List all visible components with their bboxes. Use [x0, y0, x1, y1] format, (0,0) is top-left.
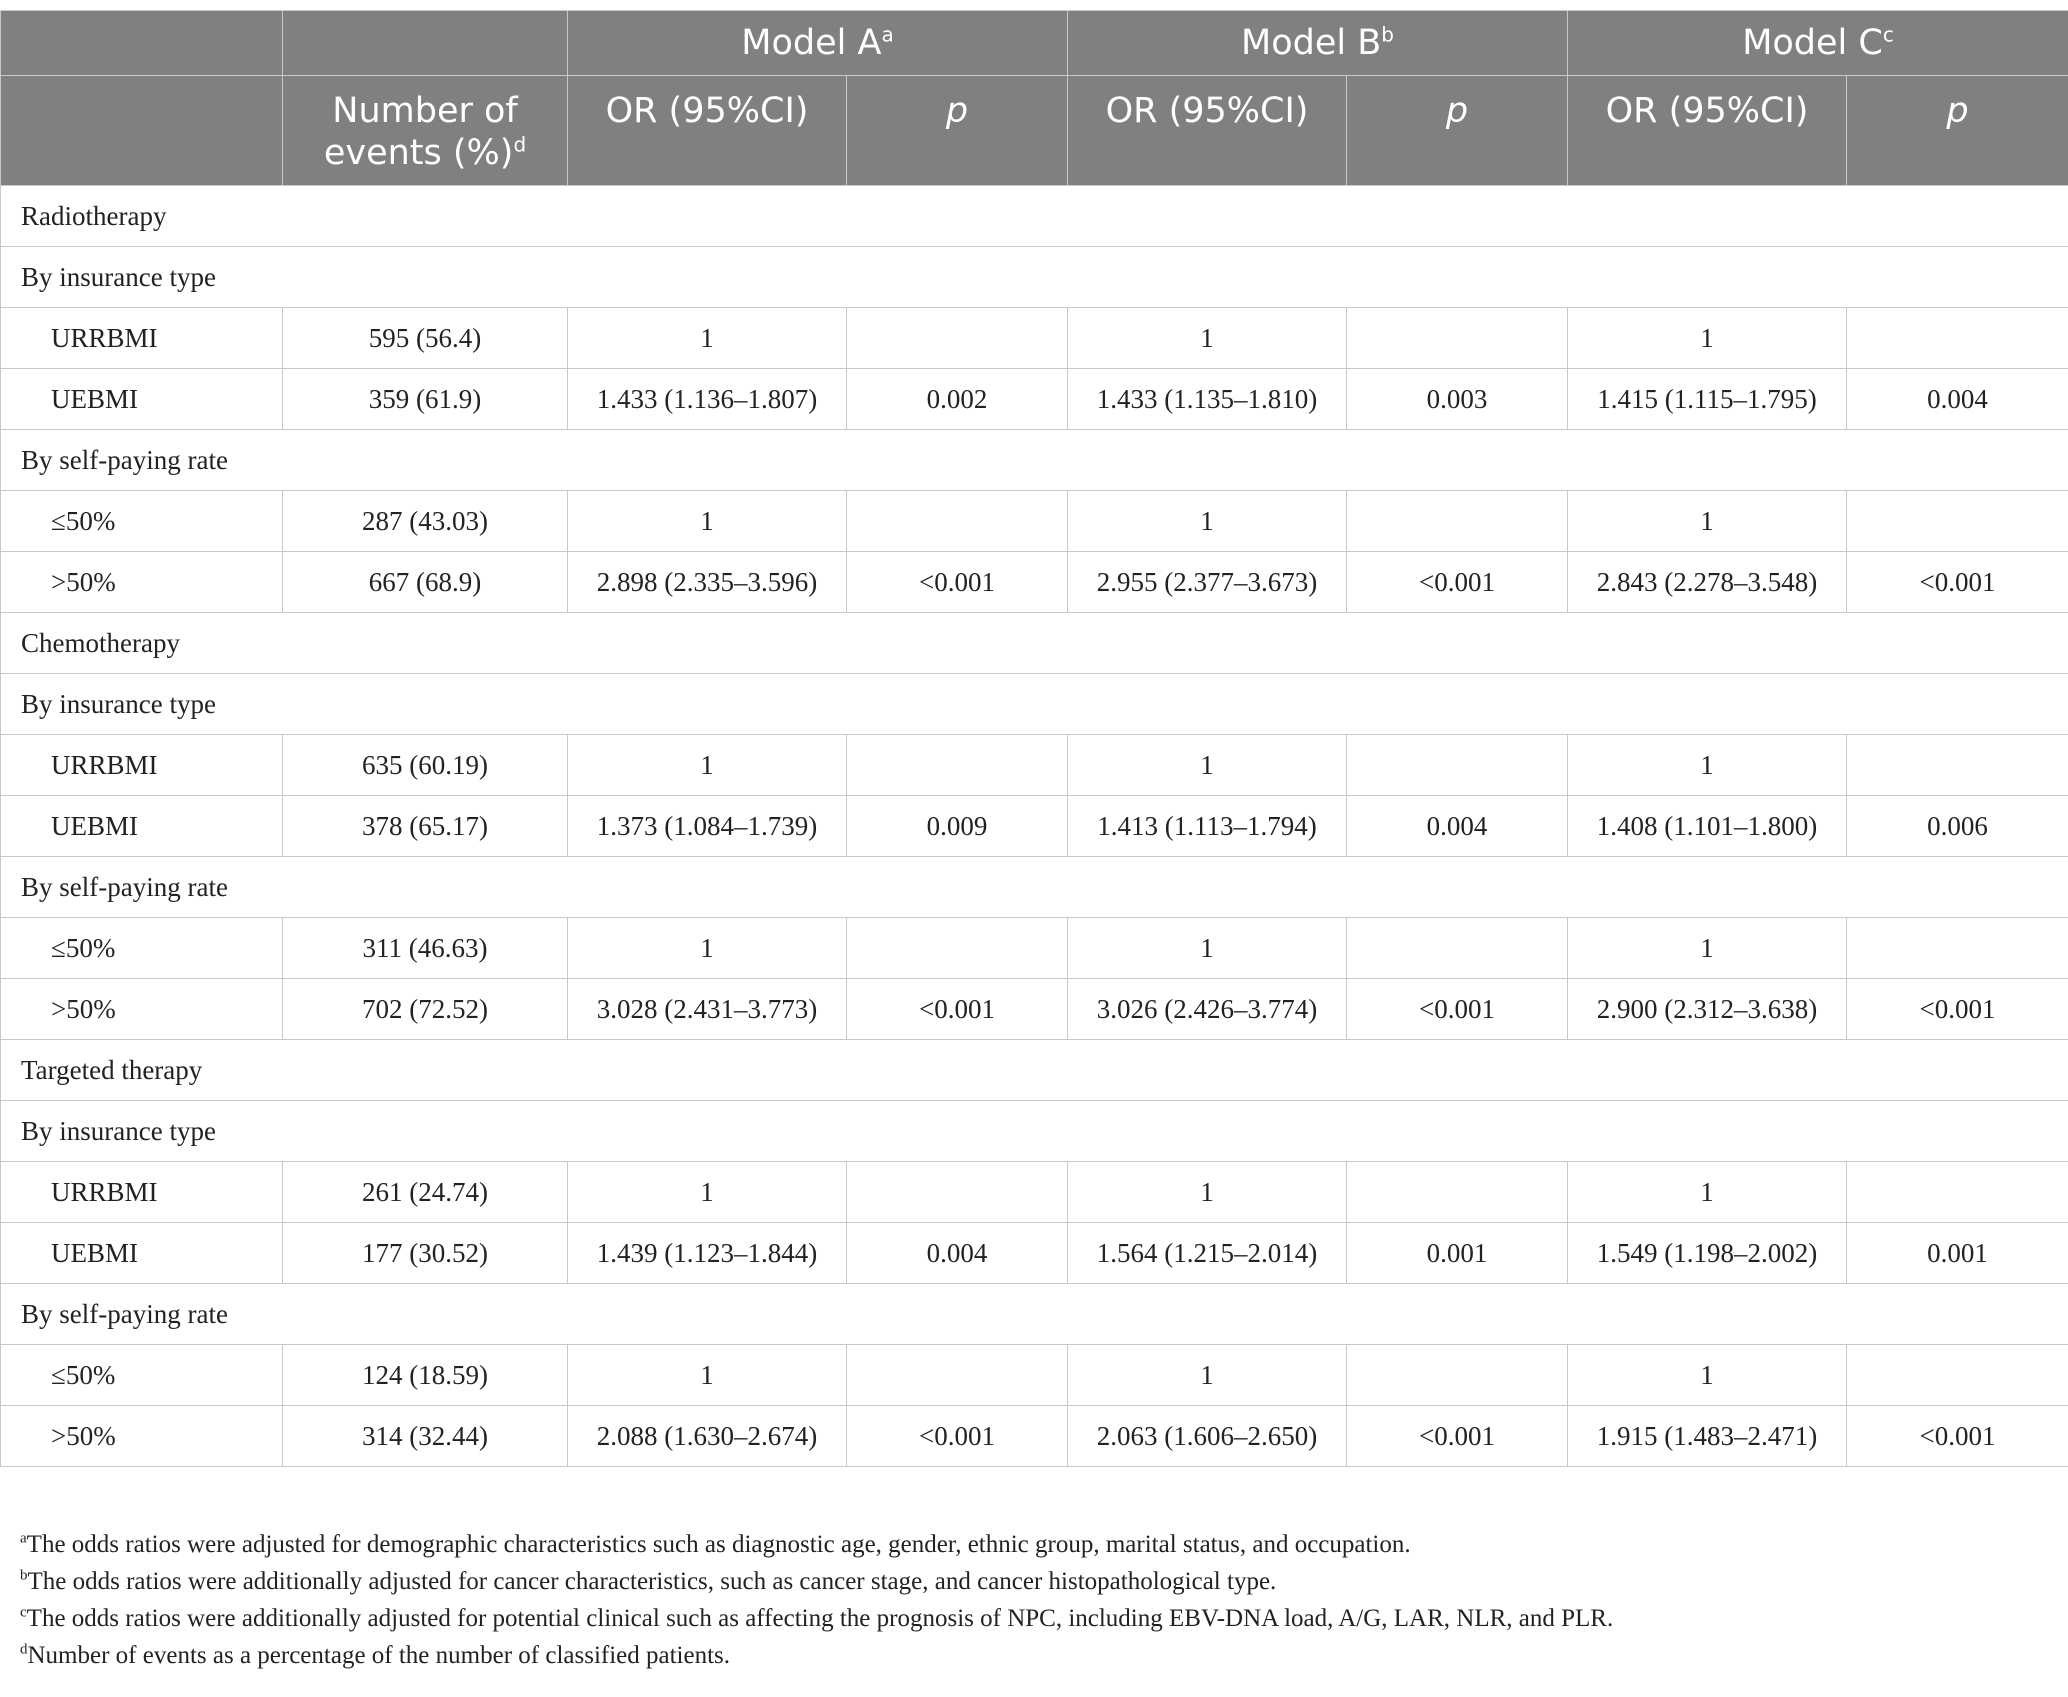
row-label: >50% [1, 979, 283, 1040]
header-model-c: Model $C^c$ [1568, 11, 2068, 76]
table-row [1, 369, 2068, 430]
model-b-or-cell: 3.026 (2.426–3.774) [1068, 979, 1347, 1040]
footnote-text: The odds ratios were adjusted for demographic characteristics such as diagnostic age, gender, ethnic group, marital status, and occupation. [26, 1531, 1411, 1558]
table-row [1, 979, 2068, 1040]
model-a-or-cell: 1 [568, 491, 847, 552]
model-c-p-cell [1847, 308, 2068, 369]
model-c-p-cell: <0.001 [1847, 979, 2068, 1040]
footnote-text: The odds ratios were additionally adjusted for potential clinical such as affecting the prognosis of NPC, including EBV-DNA load, A/G, LAR, NLR, and PLR. [26, 1605, 1614, 1632]
footnote-mark: a [20, 1530, 27, 1547]
footnote-text: The odds ratios were additionally adjusted for cancer characteristics, such as cancer stage, and cancer histopathological type. [27, 1568, 1277, 1595]
odds-ratio-table [0, 10, 2068, 1467]
model-b-p-cell: <0.001 [1347, 979, 1568, 1040]
header-blank-cell [283, 11, 568, 76]
model-a-or-cell: 1.373 (1.084–1.739) [568, 796, 847, 857]
row-label: URRBMI [1, 1162, 283, 1223]
model-b-p-cell [1347, 1162, 1568, 1223]
model-b-or-cell: 1 [1068, 1162, 1347, 1223]
events-cell: 124 (18.59) [283, 1345, 568, 1406]
row-label: UEBMI [1, 1223, 283, 1284]
model-a-p-cell [847, 735, 1068, 796]
model-a-p-cell: 0.004 [847, 1223, 1068, 1284]
model-a-p-cell [847, 491, 1068, 552]
model-a-or-cell: 3.028 (2.431–3.773) [568, 979, 847, 1040]
model-b-p-cell [1347, 491, 1568, 552]
model-c-or-cell: 1.408 (1.101–1.800) [1568, 796, 1847, 857]
header-blank-cell [1, 11, 283, 76]
model-a-or-cell: 1 [568, 308, 847, 369]
footnotes [20, 1530, 2050, 1678]
model-c-or-cell: 1 [1568, 1345, 1847, 1406]
table-row [1, 1345, 2068, 1406]
table-row [1, 1406, 2068, 1467]
model-b-or-cell: 1.433 (1.135–1.810) [1068, 369, 1347, 430]
section-label: Radiotherapy [1, 186, 2068, 247]
header-or-model-c: OR (95%CI) [1568, 76, 1847, 186]
model-b-or-cell: 1.413 (1.113–1.794) [1068, 796, 1347, 857]
row-label: URRBMI [1, 308, 283, 369]
model-c-or-cell: 1.415 (1.115–1.795) [1568, 369, 1847, 430]
footnote [20, 1567, 2050, 1597]
events-cell: 359 (61.9) [283, 369, 568, 430]
section-label: Targeted therapy [1, 1040, 2068, 1101]
section-label: By insurance type [1, 674, 2068, 735]
model-a-or-cell: 1 [568, 1345, 847, 1406]
model-c-p-cell: 0.001 [1847, 1223, 2068, 1284]
model-a-p-cell: <0.001 [847, 552, 1068, 613]
section-label: By insurance type [1, 1101, 2068, 1162]
table-row [1, 796, 2068, 857]
events-cell: 287 (43.03) [283, 491, 568, 552]
model-b-p-cell: <0.001 [1347, 1406, 1568, 1467]
section-row [1, 613, 2068, 674]
model-b-p-cell: 0.001 [1347, 1223, 1568, 1284]
model-c-or-cell: 1 [1568, 918, 1847, 979]
model-c-p-cell [1847, 491, 2068, 552]
model-c-p-cell [1847, 735, 2068, 796]
row-label: UEBMI [1, 369, 283, 430]
row-label: ≤50% [1, 918, 283, 979]
events-cell: 667 (68.9) [283, 552, 568, 613]
header-p-model-a: p [847, 76, 1068, 186]
events-cell: 595 (56.4) [283, 308, 568, 369]
events-cell: 314 (32.44) [283, 1406, 568, 1467]
model-c-or-cell: 2.900 (2.312–3.638) [1568, 979, 1847, 1040]
model-c-or-cell: 2.843 (2.278–3.548) [1568, 552, 1847, 613]
model-c-or-cell: 1.549 (1.198–2.002) [1568, 1223, 1847, 1284]
model-a-or-cell: 1.433 (1.136–1.807) [568, 369, 847, 430]
table-body [1, 186, 2068, 1467]
table-row [1, 735, 2068, 796]
section-label: By self-paying rate [1, 1284, 2068, 1345]
events-cell: 177 (30.52) [283, 1223, 568, 1284]
model-b-or-cell: 1.564 (1.215–2.014) [1068, 1223, 1347, 1284]
model-a-or-cell: 1.439 (1.123–1.844) [568, 1223, 847, 1284]
footnote-mark: c [20, 1604, 27, 1621]
model-b-p-cell: 0.004 [1347, 796, 1568, 857]
model-b-p-cell: 0.003 [1347, 369, 1568, 430]
header-or-model-a: OR (95%CI) [568, 76, 847, 186]
row-label: ≤50% [1, 1345, 283, 1406]
model-a-or-cell: 2.898 (2.335–3.596) [568, 552, 847, 613]
section-label: By self-paying rate [1, 430, 2068, 491]
model-c-p-cell: 0.004 [1847, 369, 2068, 430]
table-row [1, 308, 2068, 369]
section-row [1, 1284, 2068, 1345]
model-c-or-cell: 1 [1568, 491, 1847, 552]
footnote-mark: b [20, 1567, 28, 1584]
section-row [1, 186, 2068, 247]
model-c-p-cell: 0.006 [1847, 796, 2068, 857]
model-b-or-cell: 1 [1068, 491, 1347, 552]
model-b-p-cell [1347, 308, 1568, 369]
row-label: UEBMI [1, 796, 283, 857]
model-c-p-cell [1847, 1162, 2068, 1223]
row-label: >50% [1, 552, 283, 613]
section-row [1, 1101, 2068, 1162]
footnote-mark: d [20, 1641, 28, 1658]
table-header [1, 11, 2068, 186]
model-a-p-cell [847, 1345, 1068, 1406]
model-a-p-cell [847, 308, 1068, 369]
section-row [1, 857, 2068, 918]
header-p-model-b: p [1347, 76, 1568, 186]
model-a-or-cell: 2.088 (1.630–2.674) [568, 1406, 847, 1467]
header-model-b: Model $B^b$ [1068, 11, 1568, 76]
row-label: >50% [1, 1406, 283, 1467]
model-b-or-cell: 2.955 (2.377–3.673) [1068, 552, 1347, 613]
section-row [1, 674, 2068, 735]
header-blank-cell [1, 76, 283, 186]
model-c-or-cell: 1 [1568, 308, 1847, 369]
model-b-p-cell: <0.001 [1347, 552, 1568, 613]
model-b-p-cell [1347, 735, 1568, 796]
model-b-p-cell [1347, 1345, 1568, 1406]
row-label: ≤50% [1, 491, 283, 552]
model-b-or-cell: 2.063 (1.606–2.650) [1068, 1406, 1347, 1467]
model-a-p-cell: 0.002 [847, 369, 1068, 430]
table-row [1, 918, 2068, 979]
model-a-or-cell: 1 [568, 1162, 847, 1223]
events-cell: 635 (60.19) [283, 735, 568, 796]
events-cell: 702 (72.52) [283, 979, 568, 1040]
section-label: Chemotherapy [1, 613, 2068, 674]
footnote-text: Number of events as a percentage of the number of classified patients. [27, 1642, 731, 1669]
footnote [20, 1641, 2050, 1671]
header-p-model-c: p [1847, 76, 2068, 186]
model-c-p-cell: <0.001 [1847, 552, 2068, 613]
model-c-or-cell: 1 [1568, 735, 1847, 796]
model-b-p-cell [1347, 918, 1568, 979]
model-a-p-cell [847, 918, 1068, 979]
model-a-p-cell: 0.009 [847, 796, 1068, 857]
events-cell: 311 (46.63) [283, 918, 568, 979]
footnote [20, 1530, 2050, 1560]
model-a-or-cell: 1 [568, 735, 847, 796]
model-a-p-cell [847, 1162, 1068, 1223]
model-a-p-cell: <0.001 [847, 979, 1068, 1040]
row-label: URRBMI [1, 735, 283, 796]
model-c-p-cell: <0.001 [1847, 1406, 2068, 1467]
model-c-p-cell [1847, 918, 2068, 979]
table-row [1, 1223, 2068, 1284]
events-cell: 261 (24.74) [283, 1162, 568, 1223]
footnote [20, 1604, 2050, 1634]
table-row [1, 552, 2068, 613]
section-label: By self-paying rate [1, 857, 2068, 918]
table-row [1, 1162, 2068, 1223]
section-row [1, 1040, 2068, 1101]
events-cell: 378 (65.17) [283, 796, 568, 857]
header-model-a: Model $A^a$ [568, 11, 1068, 76]
model-c-or-cell: 1.915 (1.483–2.471) [1568, 1406, 1847, 1467]
model-a-or-cell: 1 [568, 918, 847, 979]
model-b-or-cell: 1 [1068, 308, 1347, 369]
model-c-or-cell: 1 [1568, 1162, 1847, 1223]
model-b-or-cell: 1 [1068, 735, 1347, 796]
model-c-p-cell [1847, 1345, 2068, 1406]
model-b-or-cell: 1 [1068, 1345, 1347, 1406]
table-row [1, 491, 2068, 552]
section-row [1, 430, 2068, 491]
model-a-p-cell: <0.001 [847, 1406, 1068, 1467]
section-row [1, 247, 2068, 308]
header-or-model-b: OR (95%CI) [1068, 76, 1347, 186]
model-b-or-cell: 1 [1068, 918, 1347, 979]
header-number-of-events: Number of events (%)$^d$ [283, 76, 568, 186]
section-label: By insurance type [1, 247, 2068, 308]
